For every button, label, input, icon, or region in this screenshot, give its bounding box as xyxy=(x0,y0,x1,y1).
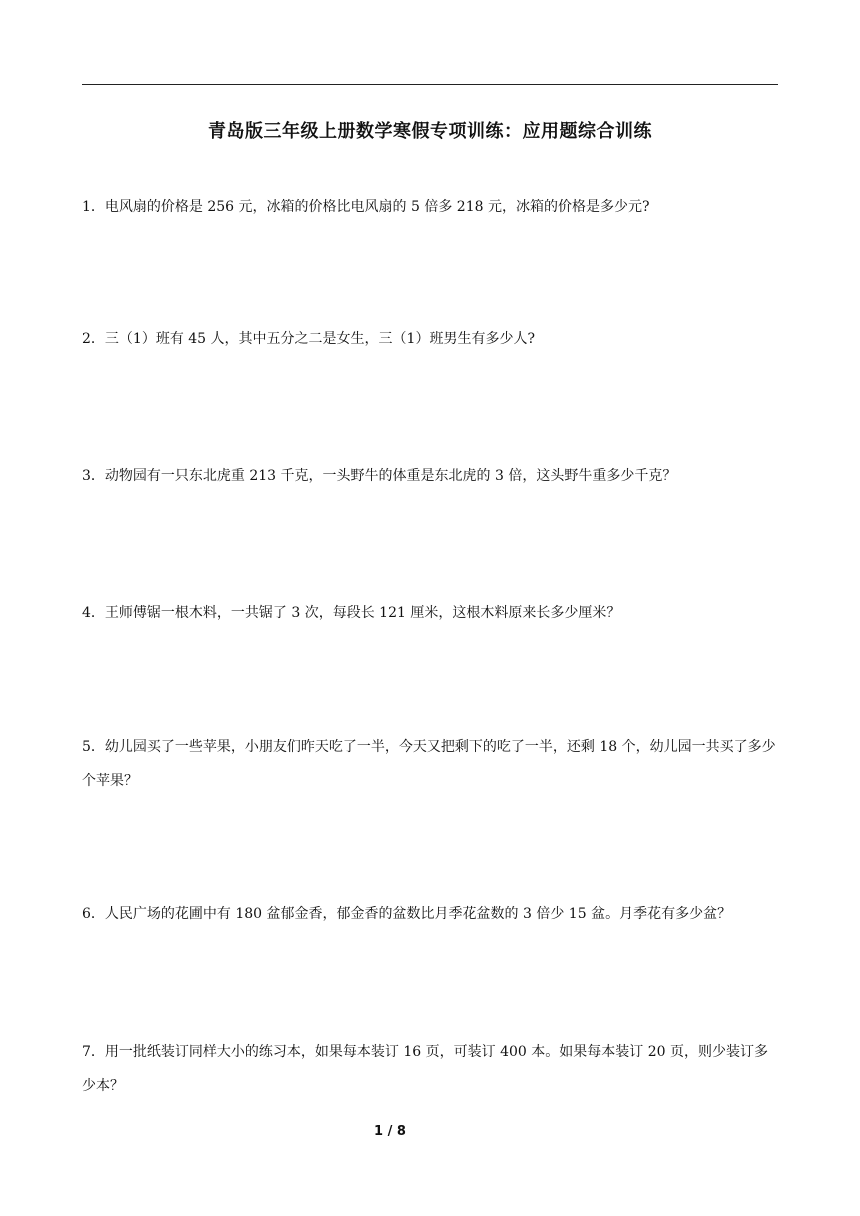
question-text: 电风扇的价格是 256 元，冰箱的价格比电风扇的 5 倍多 218 元，冰箱的价格是多少元? xyxy=(104,199,650,215)
question-6 xyxy=(82,897,778,931)
question-text: 人民广场的花圃中有 180 盆郁金香，郁金香的盆数比月季花盆数的 3 倍少 15 盆。月季花有多少盆？ xyxy=(104,906,732,922)
question-7 xyxy=(82,1035,778,1103)
question-4 xyxy=(82,596,778,630)
question-text: 用一批纸装订同样大小的练习本，如果每本装订 16 页，可装订 400 本。如果每本装订 20 页，则少装订多少本？ xyxy=(82,1044,768,1094)
question-number: 2． xyxy=(82,331,105,347)
question-text: 动物园有一只东北虎重 213 千克，一头野牛的体重是东北虎的 3 倍，这头野牛重多少千克？ xyxy=(104,468,677,484)
question-text: 王师傅锯一根木料，一共锯了 3 次，每段长 121 厘米，这根木料原来长多少厘米？ xyxy=(104,605,621,621)
question-text: 幼儿园买了一些苹果，小朋友们昨天吃了一半，今天又把剩下的吃了一半，还剩 18 个，幼儿园一共买了多少个苹果？ xyxy=(82,739,776,789)
question-number: 4． xyxy=(82,605,105,621)
question-3 xyxy=(82,459,778,493)
question-2 xyxy=(82,322,778,356)
question-1 xyxy=(82,190,778,224)
header-rule xyxy=(82,84,778,85)
question-number: 7． xyxy=(82,1044,105,1060)
page-indicator: 1 / 8 xyxy=(374,1124,406,1139)
document-title: 青岛版三年级上册数学寒假专项训练：应用题综合训练 xyxy=(208,121,652,142)
question-5 xyxy=(82,730,778,798)
question-text: 三（1）班有 45 人，其中五分之二是女生，三（1）班男生有多少人? xyxy=(104,331,535,347)
question-number: 5． xyxy=(82,739,105,755)
question-number: 6． xyxy=(82,906,105,922)
question-number: 3． xyxy=(82,468,105,484)
question-number: 1． xyxy=(82,199,105,215)
